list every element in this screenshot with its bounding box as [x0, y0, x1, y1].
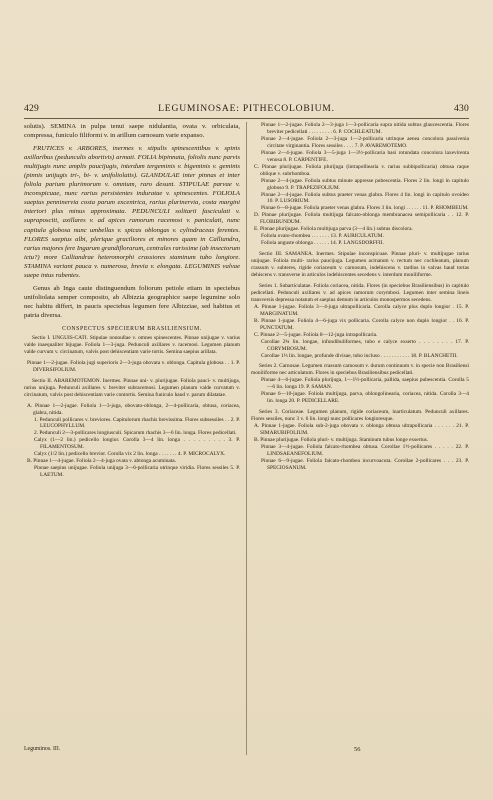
key-entry: Pinnae 2—4-jugae. Foliola subtus praeter venas glabra. Flores 4 lin. longi in capitulo ovoideo 10. P. LUSORIUM. [261, 191, 469, 205]
key-entry: Pinnae 1—2-jugae. Foliola 2—3-juga 1—3-pollicaria supra nitida subtus glaucescentia. Flores breviter pedicellati . . . . . . . . . 6. P. COCHLEATUM. [261, 122, 469, 135]
key-entry: Corollae 2¾ lin. longae, infundibuliformes, tubo e calyce exserto . . . . . . . . 17. P. CORYMBOSUM. [261, 338, 469, 352]
header-rule [24, 118, 469, 119]
key-entry: Pinnae 6—10-jugae. Foliola multijuga, parva, oblongolinearia, coriacea, nitida. Corolla 3—4 lin. longa 20. P. PEDICELLARE. [261, 391, 469, 405]
key-entry: Pinnae 1—2-jugae. Foliola jugi superioris 2—3-juga obovata v. oblonga. Capitula globosa . . 1. P. DIVERSIFOLIUM. [27, 359, 240, 373]
left-column [24, 122, 240, 479]
sheet-number: 56 [354, 746, 361, 753]
key-entry: A. Pinnae 1-jugae. Foliola 3—4-juga ultrapollicaria. Corolla calyce plus duplo longior . 15. P. MARGINATUM. [254, 303, 469, 317]
conspectus-heading: CONSPECTUS SPECIERUM BRASILIENSIUM. [62, 325, 202, 332]
seed-description-paragraph: solutis). SEMINA in pulpa tenui saepe nidulantia, ovata v. orbiculata, compressa, funiculo filiformi v. in arillum carnosum varie expanso. [24, 123, 240, 140]
key-entry: A. Pinnae 1—2-jugae. Foliola 1—3-juga, obovato-oblonga, 2—4-pollicaria, obtusa, coriacea, glabra, nitida. [27, 402, 240, 416]
key-entry: Pinnae 4—6-jugae. Foliola plurijuga, 1—1½-pollicaria, pallida, saepius pubescentia. Corolla 5—6 lin. longa 19. P. SAMAN. [261, 377, 469, 391]
right-column [251, 122, 469, 472]
section-3-description: Sectio III. SAMANEA. Inermes. Stipulae inconspicuae. Pinnae pluri- v. multijugae rarius unijugae. Foliola multi- rarius paucijuga. Legumen acrnatum v. rectum nec cochleatum, planum crassum v. subteres, rigide coriaceum v. carnosum, indehiscens v. tardius in valvas haud tortas dehiscens v. transverse in articulos indehiscentes secedens v. interdum moniliforme. [251, 251, 469, 279]
key-entry: C. Pinnae 2—5-jugae. Foliola 8—12-juga intrapollicaria. [254, 331, 378, 338]
key-entry: B. Pinnae 1—4-jugae. Foliola 2—4-juga ovata v. abtonga acuminata. [27, 458, 177, 465]
running-header [24, 103, 469, 117]
section-1-description: Sectio I. UNGUIS-CATI. Stipulae nonnullae v. omnes spinescentes. Pinnae unijugae v. varius valde inaequaliter bijugae. Foliola 1—3-juga. Pedunculi axillares v. racemosi. Legumen planum valde curvum v. circinatum, valvis post dehiscentiam varie tortis. Semina saepius arillata. [24, 334, 240, 355]
genus-note-paragraph: Genus ab Inga caute distinguendum foliorum petiole etiam in speciebus unifoliolata semper composito, ab Albizzia geographice saepe legumine solo nec habitu differt, in paucis speciebus legumen fere Albizziae, sed habitus et patria diversa. [24, 284, 240, 319]
key-entry: 2. Pedunculi 2—3-pollicares longiusculi. Spicarum rhachis 3—6 lin. longa. Flores pedicellati. [34, 430, 237, 437]
key-entry: Pinnae 2—4-jugae. Foliola 2—3-juga 1—2-pollicaria utrinque aenea concolora passivenia circitate virginantia. Flores sessiles . . . . 7. P. AVAREMOTEMO. [261, 135, 469, 149]
key-entry: B. Pinnae plurijugae. Foliola pluri- v. multijuga. Staminum tubus longe exsertus. [254, 436, 429, 443]
series-3-description: Series 3. Coriaceae. Legumen planum, rigide coriaceum, inarticulatum. Pedunculi axillares. Flores sessiles, nunc 3 v. 6 lin. longi nunc pollicares longioresque. [251, 409, 469, 423]
key-entry: B. Pinnae 1-jugae. Foliola 4—6-juga vix pollicaria. Corolla calyce non duplo longior . . 16. P. PUNCTATUM. [254, 317, 469, 331]
key-entry: E. Pinnae plurijugae. Foliola multijuga parva (3—4 lin.) subtus discolora. [254, 226, 413, 233]
key-entry: A. Pinnae 1-jugae. Foliola sub-2-juga obovata v. oblonga obtusa ultrapollicaria . . . . . . 21. P. SIMARUBIFOLIUM. [254, 423, 469, 437]
signature-footer: Leguminos. III. [24, 746, 61, 752]
column-divider [246, 122, 247, 755]
running-title: LEGUMINOSAE: PITHECOLOBIUM. [158, 103, 335, 114]
key-entry: Corollae 1⅓ lin. longae, profunde divisae, tubo incluso . . . . . . . . . . . 18. P. BLANCHETII. [261, 352, 458, 359]
key-entry: Foliola anguste oblonga . . . . . . 14. P. LANGSDORFFII. [261, 240, 384, 247]
key-entry: Calyx (1/2 lin.) pedicello brevior. Corolla vix 2 lin. longa . . . . . . . 4. P. MICROCALYX. [34, 451, 226, 458]
page-number-left: 429 [24, 103, 39, 114]
key-entry: Pinnae 6—9-jugae. Foliola falcato-rhombea incurvoacuta. Corollae 2-pollicares . . . 23. P. SPECIOSANUM. [261, 457, 469, 471]
key-entry: 1. Pedunculi pollicares v. breviores. Capitulorum rhachis brevissima. Flores subsessiles . . 2. P. LEUCOPHYLLUM. [34, 416, 240, 430]
genus-description-paragraph: FRUTICES v. ARBORES, inermes v. stipulis spinescentibus v. spinis axillaribus (pedunculis abortivis) armati. FOLIA bipinnata, foliolis nunc parvis multijugis nunc amplis paucijugis, interdum tergeminis v. bigeminis v. geminis (pinnis unijugis tri-, bi- v. unifoliolatis). GLANDULAE inter pinnas et inter foliola parium plurimorum v. omnium, raro desunt. STIPULAE parvae v. inconspicuae, nunc rarius persistentes induratae v. spinescentes. FOLIOLA saepius penninervia costa parum excentrica, rarius plurinervia, costa margini interiori plus minus approximata. PEDUNCULI solitarii fasciculati v. supraposciti, axillares v. ad apices ramorum racemosi v. paniculati, nunc capitula globosa nunc umbellas v. spicas oblongas v. cylindraceas ferentes. FLORES saepius albi, plerique graciliores et minores quam in Calliandra, rarius majores fere Ingarum grandiflorarum, centrales rarissime (ab insectorum ictu?) more Calliandrae heteromorphi crassiores staminum tubo longiore. STAMINA variant pauca v. numerosa, brevia v. elongata. LEGUMINIS valvae saepe intus rubentes. [24, 145, 240, 279]
key-entry: Pinnae 2—4-jugae. Foliola subtus minute appresse pubescentia. Flores 2 lin. longi in capitulo globoso 9. P. TRAPEZIFOLIUM. [261, 177, 469, 191]
page-number-right: 430 [454, 103, 469, 114]
key-entry: Foliola ovato-rhombea . . . . . . . 13. P. AURICULATUM. [261, 233, 384, 240]
series-2-description: Series 2. Carnosae. Legumen crassum carnosum v. durum continuum v. in specie non Brasiliensi moniliforme nec articulatum. Flores in speciebus Brasiliensibus pedicellati. [251, 363, 469, 377]
key-entry: Calyx (1—2 lin.) pedicello longior. Corolla 3—4 lin. longa . . . . . . . . . 3. P. FILAMENTOSUM. [34, 437, 240, 451]
key-entry: Pinnae 2—4-jugae. Foliola 3—5-juga 1—3½-pollicaria basi rotundata concolora laxevirenta venosa 8. P. CARPENTIFE. [261, 149, 469, 163]
key-entry: Pinnae 3—4-jugae. Foliola falcato-rhombea obtusa. Corollae 1½-pollicares . . . . . 22. P. LINDSAEANEFOLIUM. [261, 443, 469, 457]
series-1-description: Series 1. Subarticulatae. Foliola coriacea, nitida. Flores (in speciebus Brasiliensibus) in capitulo pedicellati. Pedunculi axillares v. ad apices ramorum corymbosi. Legumen inter semina lineis transversis depressa notatum et saepius demum in articulos monospermos secedens. [251, 282, 469, 303]
section-2-description: Sectio II. ABAREMOTEMON. Inermes. Pinnae uni- v. plurijugae. Foliola pauci- v. multijuga, rarius unijuga. Pedunculi axillares v. breviter subracemosi. Legumen planum valde curvatum v. circinatum, valvis post dehiscentiam varie contortis. Semina funiculo haud v. parum dilatatae. [24, 377, 240, 398]
key-entry: C. Pinnae plurijugae. Foliola plurijuga (intrapolliearia v. rarius subbipollicaria) obtusa raque oblique v. subrhomboa. [254, 163, 469, 177]
key-entry: D. Pinnae plurijugae. Foliola multijuga falcato-oblonga membranacea semipollicaria . . 12. P. FLOBIBUNDUM. [254, 212, 469, 226]
key-entry: Pinnae 6—8-jugae. Foliola praeter venas glabra. Flores 3 lin. longi . . . . . . 11. P. RHOMBEUM. [261, 205, 469, 212]
key-entry: Pinnae saepius unijugae. Foliola unijuga 3—6-pollicaria utrinque viridia. Flores sessiles 5. P. LAETUM. [34, 465, 240, 479]
